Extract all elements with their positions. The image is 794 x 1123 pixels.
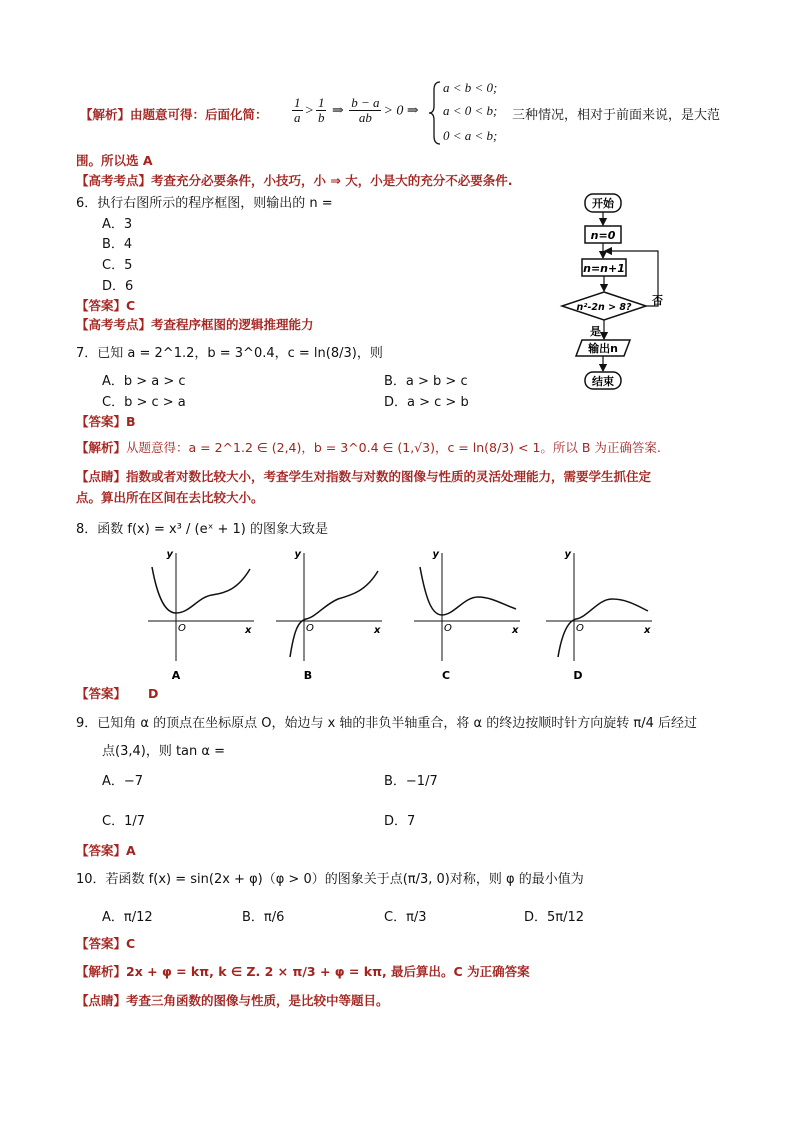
q10-option-c: C．π/3 (384, 910, 427, 925)
q9-stem-1: 9．已知角 α 的顶点在坐标原点 O，始边与 x 轴的非负半轴重合，将 α 的终边按顺时针方向旋转 π/4 后经过 (76, 716, 698, 731)
q8-b-y: y (294, 549, 301, 560)
q10-answer (76, 934, 135, 952)
q9-stem-2: 点(3,4)，则 tan α = (102, 744, 225, 759)
q8-answer (76, 684, 158, 702)
q9-answer-label: 【答案】 (76, 843, 127, 858)
q6-answer-value: C (126, 298, 136, 313)
q10-answer-label: 【答案】 (76, 936, 127, 951)
q10-stem: 10．若函数 f(x) = sin(2x + φ)（φ > 0）的图象关于点(π/3, 0)对称，则 φ 的最小值为 (76, 872, 584, 887)
q6-answer-label: 【答案】 (76, 298, 127, 313)
q10-option-b: B．π/6 (242, 910, 285, 925)
q8-a-y: y (166, 549, 173, 560)
q8-b-x: x (374, 625, 381, 636)
q8-c-label: C (441, 669, 451, 682)
q5-case-2: a < 0 < b; (443, 103, 498, 118)
q7-option-d: D．a > c > b (384, 395, 469, 410)
q6-option-c: C．5 (102, 258, 133, 273)
q6-kaodian (76, 315, 314, 333)
q5-jiexi-label: 【解析】 (80, 107, 131, 122)
q6-option-d: D．6 (102, 279, 134, 294)
q5-after-cases: 三种情况，相对于前面来说，是大范 (512, 108, 721, 123)
q6-stem: 6．执行右图所示的程序框图，则输出的 n = (76, 196, 333, 211)
q10-jiexi-text: 2x + φ = kπ, k ∈ Z. 2 × π/3 + φ = kπ, 最后算出。C 为正确答案 (126, 964, 530, 979)
q10-jiexi (76, 962, 530, 980)
q8-d-o: O (576, 623, 584, 634)
q8-a-o: O (178, 623, 186, 634)
q8-d-y: y (564, 549, 571, 560)
q8-d-label: D (573, 669, 583, 682)
q7-dianjing-text2: 点。算出所在区间在去比较大小。 (76, 490, 264, 505)
q10-option-d: D．5π/12 (524, 910, 585, 925)
q8-a-x: x (245, 625, 252, 636)
q9-option-b: B．−1/7 (384, 774, 438, 789)
q8-answer-value: D (148, 686, 159, 701)
q7-jiexi (76, 438, 661, 456)
q5-brace (428, 80, 442, 146)
q5-jiexi-line (80, 105, 268, 123)
q8-c-y: y (432, 549, 439, 560)
q7-answer-label: 【答案】 (76, 414, 127, 429)
flow-output-text: 输出n (588, 342, 618, 355)
q7-option-a: A．b > a > c (102, 374, 186, 389)
q5-ineq-a: $\frac{1}{a}$ > $\frac{1}{b}$ ⇒ $\frac{b - a}{ab}$ > 0 ⇒ (294, 95, 419, 126)
q10-answer-value: C (126, 936, 136, 951)
q10-dianjing (76, 991, 389, 1009)
q5-jiexi-text: 由题意可得：后面化简： (130, 107, 268, 122)
q8-b-label: B (303, 669, 313, 682)
q8-graph-b (276, 549, 382, 682)
q7-jiexi-label: 【解析】 (76, 440, 127, 455)
flow-step-text: n=n+1 (583, 262, 625, 275)
q8-stem: 8．函数 f(x) = x³ / (eˣ + 1) 的图象大致是 (76, 522, 328, 537)
q8-graph-d (546, 549, 652, 682)
q10-jiexi-label: 【解析】 (76, 964, 127, 979)
q5-kaodian-label: 【高考考点】 (76, 173, 152, 188)
q5-kaodian-text: 考查充分必要条件，小技巧，小 ⇒ 大，小是大的充分不必要条件. (151, 173, 513, 188)
flow-yes-label: 是 (590, 325, 601, 338)
q9-answer-value: A (126, 843, 136, 858)
q5-kaodian (76, 171, 512, 189)
q5-case-1: a < b < 0; (443, 80, 498, 95)
q8-graphs (140, 545, 660, 685)
q5-line2: 围。所以选 A (76, 153, 153, 168)
flow-cond-text: n²-2n > 8? (576, 302, 632, 313)
q8-graph-c (414, 549, 520, 682)
q7-answer (76, 412, 136, 430)
q9-option-d: D．7 (384, 814, 416, 829)
q9-answer (76, 841, 136, 859)
q7-option-c: C．b > c > a (102, 395, 186, 410)
q6-answer (76, 296, 135, 314)
q8-d-x: x (644, 625, 651, 636)
q6-flowchart (550, 188, 690, 394)
q7-dianjing-label: 【点睛】 (76, 469, 127, 484)
q8-b-o: O (306, 623, 314, 634)
flow-start-text: 开始 (592, 197, 614, 210)
flow-end-text: 结束 (592, 375, 614, 388)
q6-option-b: B．4 (102, 237, 133, 252)
q7-dianjing-line1 (76, 467, 651, 485)
q9-option-a: A．−7 (102, 774, 144, 789)
q8-c-o: O (444, 623, 452, 634)
q5-case-3: 0 < a < b; (443, 128, 498, 143)
q10-option-a: A．π/12 (102, 910, 153, 925)
q8-a-label: A (171, 669, 181, 682)
q7-option-b: B．a > b > c (384, 374, 468, 389)
q6-kaodian-text: 考查程序框图的逻辑推理能力 (151, 317, 314, 332)
q8-c-x: x (512, 625, 519, 636)
q9-option-c: C．1/7 (102, 814, 145, 829)
flow-no-label: 否 (652, 294, 663, 307)
q7-jiexi-text: 从题意得：a = 2^1.2 ∈ (2,4)，b = 3^0.4 ∈ (1,√3)，c = ln(8/3) < 1。所以 B 为正确答案. (126, 440, 661, 455)
q10-dianjing-text: 考查三角函数的图像与性质，是比较中等题目。 (126, 993, 389, 1008)
q6-option-a: A．3 (102, 217, 133, 232)
q8-answer-label: 【答案】 (76, 686, 127, 701)
q6-kaodian-label: 【高考考点】 (76, 317, 152, 332)
q8-graph-a (148, 549, 254, 682)
q7-dianjing-text1: 指数或者对数比较大小，考查学生对指数与对数的图像与性质的灵活处理能力，需要学生抓住定 (126, 469, 652, 484)
q7-answer-value: B (126, 414, 136, 429)
flow-init-text: n=0 (590, 229, 616, 242)
q7-stem: 7．已知 a = 2^1.2，b = 3^0.4，c = ln(8/3)，则 (76, 346, 383, 361)
q10-dianjing-label: 【点睛】 (76, 993, 127, 1008)
